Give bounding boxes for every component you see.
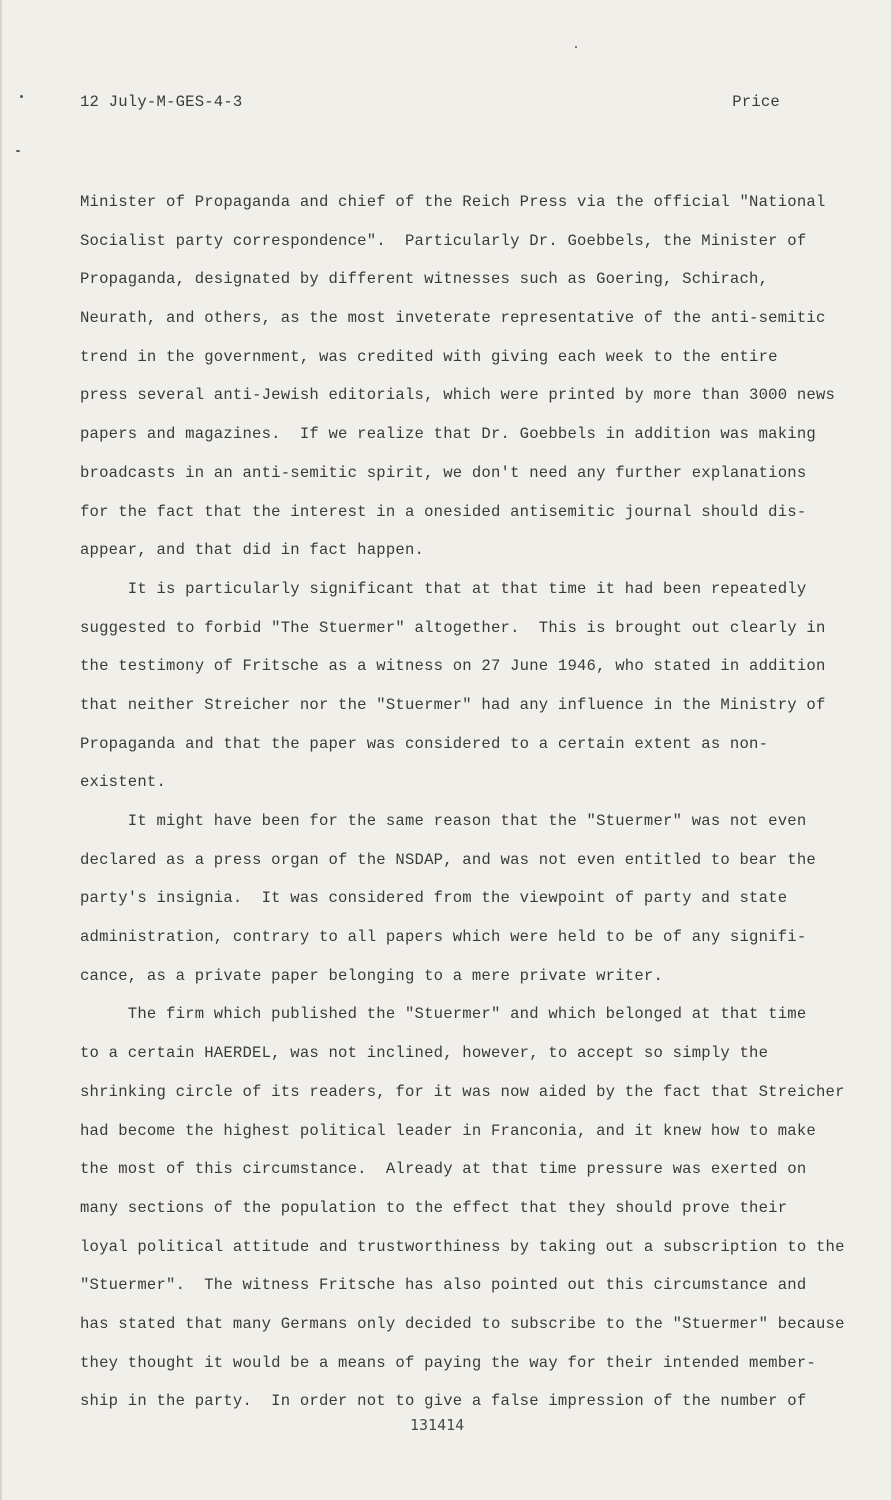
margin-speck (575, 46, 577, 48)
transcript-body (80, 189, 845, 1427)
text-line: It is particularly significant that at that time it had been repeatedly (80, 579, 807, 598)
text-line: had become the highest political leader in Franconia, and it knew how to make (80, 1121, 816, 1140)
text-line: papers and magazines. If we realize that Dr. Goebbels in addition was making (80, 425, 816, 444)
text-line: many sections of the population to the effect that they should prove their (80, 1198, 788, 1217)
text-line: existent. (80, 773, 167, 792)
margin-speck (16, 150, 20, 152)
document-reference: 12 July-M-GES-4-3 (80, 93, 243, 111)
text-line: declared as a press organ of the NSDAP, and was not even entitled to bear the (80, 850, 816, 869)
page-header (80, 93, 780, 117)
text-line: the most of this circumstance. Already at that time pressure was exerted on (80, 1160, 807, 1179)
text-line: has stated that many Germans only decided to subscribe to the "Stuermer" because (80, 1314, 845, 1333)
speaker-name: Price (732, 93, 780, 111)
text-line: broadcasts in an anti-semitic spirit, we don't need any further explanations (80, 463, 807, 482)
text-line: It might have been for the same reason that the "Stuermer" was not even (80, 812, 807, 830)
text-line: administration, contrary to all papers which were held to be of any signifi- (80, 928, 807, 947)
text-line: loyal political attitude and trustworthiness by taking out a subscription to the (80, 1237, 845, 1256)
text-line: trend in the government, was credited with giving each week to the entire (80, 347, 778, 366)
text-line: "Stuermer". The witness Fritsche has also pointed out this circumstance and (80, 1276, 807, 1295)
text-line: appear, and that did in fact happen. (80, 541, 425, 560)
text-line: they thought it would be a means of paying the way for their intended member- (80, 1353, 816, 1372)
text-line: party's insignia. It was considered from the viewpoint of party and state (80, 889, 788, 908)
text-line: Minister of Propaganda and chief of the Reich Press via the official "National (80, 193, 826, 211)
text-line: to a certain HAERDEL, was not inclined, however, to accept so simply the (80, 1044, 769, 1063)
text-line: Neurath, and others, as the most inveterate representative of the anti-semitic (80, 309, 826, 328)
text-line: Propaganda, designated by different witnesses such as Goering, Schirach, (80, 270, 769, 289)
text-line: shrinking circle of its readers, for it was now aided by the fact that Streicher (80, 1082, 845, 1101)
text-line: cance, as a private paper belonging to a mere private writer. (80, 966, 664, 985)
text-line: the testimony of Fritsche as a witness on 27 June 1946, who stated in addition (80, 657, 826, 676)
text-line: suggested to forbid "The Stuermer" altogether. This is brought out clearly in (80, 618, 826, 637)
text-line: ship in the party. In order not to give a false impression of the number of (80, 1392, 807, 1411)
text-line: Socialist party correspondence". Particularly Dr. Goebbels, the Minister of (80, 231, 807, 250)
text-line: The firm which published the "Stuermer" and which belonged at that time (80, 1005, 807, 1024)
text-line: Propaganda and that the paper was considered to a certain extent as non- (80, 734, 769, 753)
page-number: 131414 (410, 1416, 465, 1434)
text-line: press several anti-Jewish editorials, which were printed by more than 3000 news (80, 386, 836, 405)
text-line: that neither Streicher nor the "Stuermer" had any influence in the Ministry of (80, 695, 826, 714)
margin-speck (20, 95, 23, 98)
text-line: for the fact that the interest in a onesided antisemitic journal should dis- (80, 502, 807, 521)
